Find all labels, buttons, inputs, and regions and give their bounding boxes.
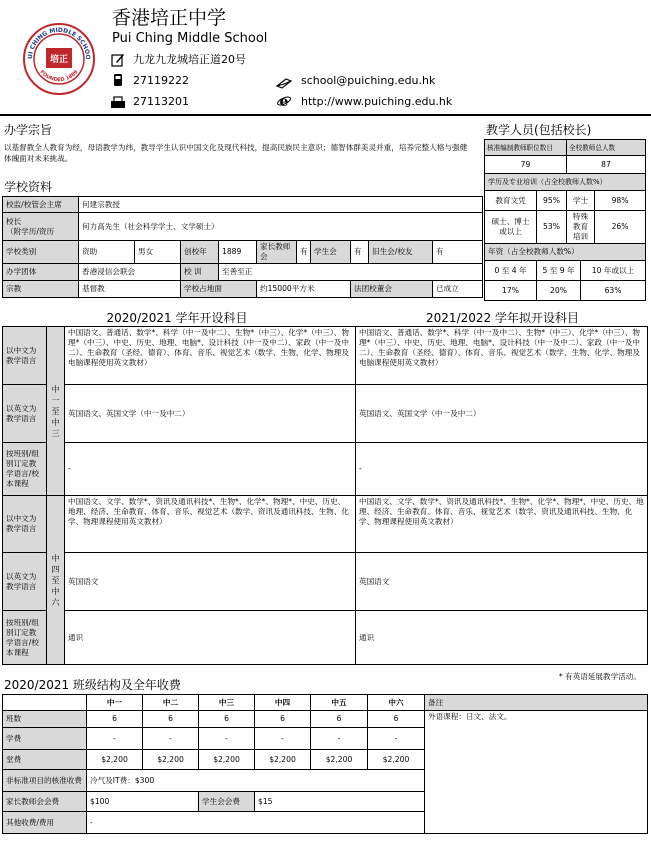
email-text[interactable]: school@puiching.edu.hk — [301, 74, 436, 87]
grade-0: 中一 — [87, 695, 143, 711]
other-fee-label: 其他收费/费用 — [3, 812, 87, 834]
staff-table — [484, 139, 646, 301]
pta-label: 家长教师会 — [257, 241, 297, 264]
english-note: * 有英语延展教学活动。 — [558, 672, 641, 681]
classes-label: 班数 — [3, 711, 87, 728]
total-label: 全校教师总人数 — [567, 140, 646, 156]
years-title: 年资（占全校教师人数%） — [485, 244, 646, 261]
su-value: 有 — [351, 241, 369, 264]
classes-3: 6 — [255, 711, 311, 728]
logo-top-text: UI CHING MIDDLE SCHOO — [26, 26, 92, 60]
fax-text: 27113201 — [133, 95, 189, 108]
tuition-label: 学费 — [3, 728, 87, 750]
junior-class-label: 按班别/组别订定教学语言/校本课程 — [3, 443, 47, 496]
senior-chinese-2020: 中国语文、文学、数学*、资讯及通讯科技*、生物*、化学*、物理*、中史、历史、地理、经济、生命教育、体育、音乐、视觉艺术（数学、资讯及通讯科技、生物、化学、物理课程使用英文教材） — [65, 496, 356, 553]
fees-corner — [3, 695, 87, 711]
grade-1: 中二 — [143, 695, 199, 711]
tongfee-2: $2,200 — [199, 750, 255, 770]
senior-class-2021: 通识 — [356, 611, 648, 665]
approved-value: 79 — [485, 156, 567, 174]
degree-label: 学士 — [567, 191, 595, 211]
religion-label: 宗教 — [3, 281, 79, 298]
junior-english-2020: 英国语文、英国文学（中一及中二） — [65, 385, 356, 443]
phone-icon — [112, 72, 124, 86]
classes-4: 6 — [311, 711, 368, 728]
years-label-1: 5 至 9 年 — [537, 261, 581, 281]
remarks-value: 外语课程：日文、法文。 — [425, 711, 648, 834]
other-fee-value: - — [87, 812, 425, 834]
special-label: 特殊教育培训 — [567, 211, 595, 244]
school-info-table — [2, 196, 483, 298]
classes-1: 6 — [143, 711, 199, 728]
tuition-3: - — [255, 728, 311, 750]
motto-label: 校 训 — [181, 264, 219, 281]
years-value-0: 17% — [485, 281, 537, 301]
pta-value: 有 — [297, 241, 311, 264]
tuition-2: - — [199, 728, 255, 750]
area-label: 学校占地面 — [181, 281, 257, 298]
imc-label: 法团校董会 — [351, 281, 433, 298]
mission-text: 以基督教全人教育为经，母语教学为纬，教导学生认识中国文化及现代科技，提高民族民主意识；德智体群美灵并重，培养完整人格与强健体魄面对未来挑战。 — [4, 143, 468, 163]
school-name-en: Pui Ching Middle School — [112, 31, 268, 46]
sponsor-label: 办学团体 — [3, 264, 79, 281]
junior-english-2021: 英国语文、英国文学（中一及中二） — [356, 385, 648, 443]
area-value: 约15000平方米 — [257, 281, 351, 298]
fees-title: 2020/2021 班级结构及全年收费 — [4, 678, 181, 692]
total-value: 87 — [567, 156, 646, 174]
tongfee-4: $2,200 — [311, 750, 368, 770]
type-label: 学校类别 — [3, 241, 79, 264]
special-value: 26% — [595, 211, 646, 244]
cert-label: 教育文凭 — [485, 191, 537, 211]
grade-3: 中四 — [255, 695, 311, 711]
subjects-table — [2, 326, 648, 665]
tuition-5: - — [368, 728, 425, 750]
fax-icon — [110, 94, 126, 107]
junior-chinese-2020: 中国语文、普通话、数学*、科学（中一及中二）、生物*（中三）、化学*（中三）、物理*（中三）、中史、历史、地理、电脑*、设计科技（中一及中二）、家政（中一及中二）、生命教育（圣经、德育）、体育、音乐、视觉艺术（数学、生物、化学、物理及电脑课程使用英文教材） — [65, 327, 356, 385]
staff-title: 教学人员(包括校长) — [486, 123, 592, 137]
logo-center-text: 培正 — [49, 55, 69, 65]
tongfee-0: $2,200 — [87, 750, 143, 770]
su-fee-value: $15 — [255, 792, 425, 812]
su-label: 学生会 — [311, 241, 351, 264]
nonstd-value: 冷气及IT费：$300 — [87, 770, 425, 792]
senior-english-label: 以英文为教学语言 — [3, 553, 47, 611]
senior-english-2021: 英国语文 — [356, 553, 648, 611]
senior-class-label: 按班别/组别订定教学语言/校本课程 — [3, 611, 47, 665]
ie-icon — [277, 93, 291, 107]
senior-chinese-label: 以中文为教学语言 — [3, 496, 47, 553]
alumni-label: 旧生会/校友 — [369, 241, 433, 264]
logo-bottom-text: FOUNDED 1889 — [38, 69, 80, 84]
founded-label: 创校年 — [181, 241, 219, 264]
master-value: 53% — [537, 211, 567, 244]
qual-title: 学历及专业培训（占全校教师人数%） — [485, 174, 646, 191]
grade-4: 中五 — [311, 695, 368, 711]
email-icon — [276, 74, 292, 86]
address-text: 九龙九龙城培正道20号 — [133, 53, 246, 66]
remarks-label: 备注 — [425, 695, 648, 711]
pta-fee-value: $100 — [87, 792, 199, 812]
subjects-2020-title: 2020/2021 学年开设科目 — [106, 311, 248, 325]
senior-class-2020: 通识 — [65, 611, 356, 665]
school-logo — [22, 22, 96, 96]
fees-table — [2, 694, 648, 834]
classes-5: 6 — [368, 711, 425, 728]
subjects-2021-title: 2021/2022 学年拟开设科目 — [426, 311, 579, 325]
senior-english-2020: 英国语文 — [65, 553, 356, 611]
classes-0: 6 — [87, 711, 143, 728]
approved-label: 核准编制教师职位数目 — [485, 140, 567, 156]
header-rule — [0, 114, 651, 116]
pencil-icon — [111, 52, 125, 66]
school-info-title: 学校资料 — [4, 180, 53, 194]
grade-2: 中三 — [199, 695, 255, 711]
svg-text:e: e — [279, 94, 289, 108]
founded-value: 1889 — [219, 241, 257, 264]
tuition-0: - — [87, 728, 143, 750]
alumni-value: 有 — [433, 241, 483, 264]
tongfee-5: $2,200 — [368, 750, 425, 770]
junior-label: 中一至中三 — [47, 327, 65, 496]
principal-value: 何力高先生（社会科学学士、文学硕士） — [79, 213, 483, 241]
tuition-4: - — [311, 728, 368, 750]
sponsor-value: 香港浸信会联会 — [79, 264, 181, 281]
website-text[interactable]: http://www.puiching.edu.hk — [301, 95, 453, 108]
principal-label: 校长 （附学历/资历 — [3, 213, 79, 241]
nonstd-label: 非标准项目的核准收费 — [3, 770, 87, 792]
su-fee-label: 学生会会费 — [199, 792, 255, 812]
degree-value: 98% — [595, 191, 646, 211]
grade-5: 中六 — [368, 695, 425, 711]
years-value-2: 63% — [581, 281, 646, 301]
type-value: 资助 — [79, 241, 135, 264]
gender-value: 男女 — [135, 241, 181, 264]
junior-class-2020: - — [65, 443, 356, 496]
imc-value: 已成立 — [433, 281, 483, 298]
motto-value: 至善至正 — [219, 264, 483, 281]
tongfee-label: 堂费 — [3, 750, 87, 770]
years-value-1: 20% — [537, 281, 581, 301]
supervisor-value: 何建宗教授 — [79, 197, 483, 213]
supervisor-label: 校监/校管会主席 — [3, 197, 79, 213]
mission-title: 办学宗旨 — [4, 123, 53, 137]
school-name-cn: 香港培正中学 — [112, 7, 227, 29]
junior-class-2021: - — [356, 443, 648, 496]
classes-2: 6 — [199, 711, 255, 728]
junior-chinese-2021: 中国语文、普通话、数学*、科学（中一及中二）、生物*（中三）、化学*（中三）、物理*（中三）、中史、历史、地理、电脑*、设计科技（中一及中二）、家政（中一及中二）、生命教育（圣经、德育）、体育、音乐、视觉艺术（数学、生物、化学、物理及电脑课程使用英文教材） — [356, 327, 648, 385]
pta-fee-label: 家长教师会会费 — [3, 792, 87, 812]
tongfee-1: $2,200 — [143, 750, 199, 770]
junior-english-label: 以英文为教学语言 — [3, 385, 47, 443]
junior-chinese-label: 以中文为教学语言 — [3, 327, 47, 385]
years-label-0: 0 至 4 年 — [485, 261, 537, 281]
cert-value: 95% — [537, 191, 567, 211]
years-label-2: 10 年或以上 — [581, 261, 646, 281]
tongfee-3: $2,200 — [255, 750, 311, 770]
phone-text: 27119222 — [133, 74, 189, 87]
senior-chinese-2021: 中国语文、文学、数学*、资讯及通讯科技*、生物*、化学*、物理*、中史、历史、地理、经济、生命教育、体育、音乐、视觉艺术（数学、资讯及通讯科技、生物、化学、物理课程使用英文教材） — [356, 496, 648, 553]
tuition-1: - — [143, 728, 199, 750]
senior-label: 中四至中六 — [47, 496, 65, 665]
religion-value: 基督教 — [79, 281, 181, 298]
master-label: 硕士、博士或以上 — [485, 211, 537, 244]
